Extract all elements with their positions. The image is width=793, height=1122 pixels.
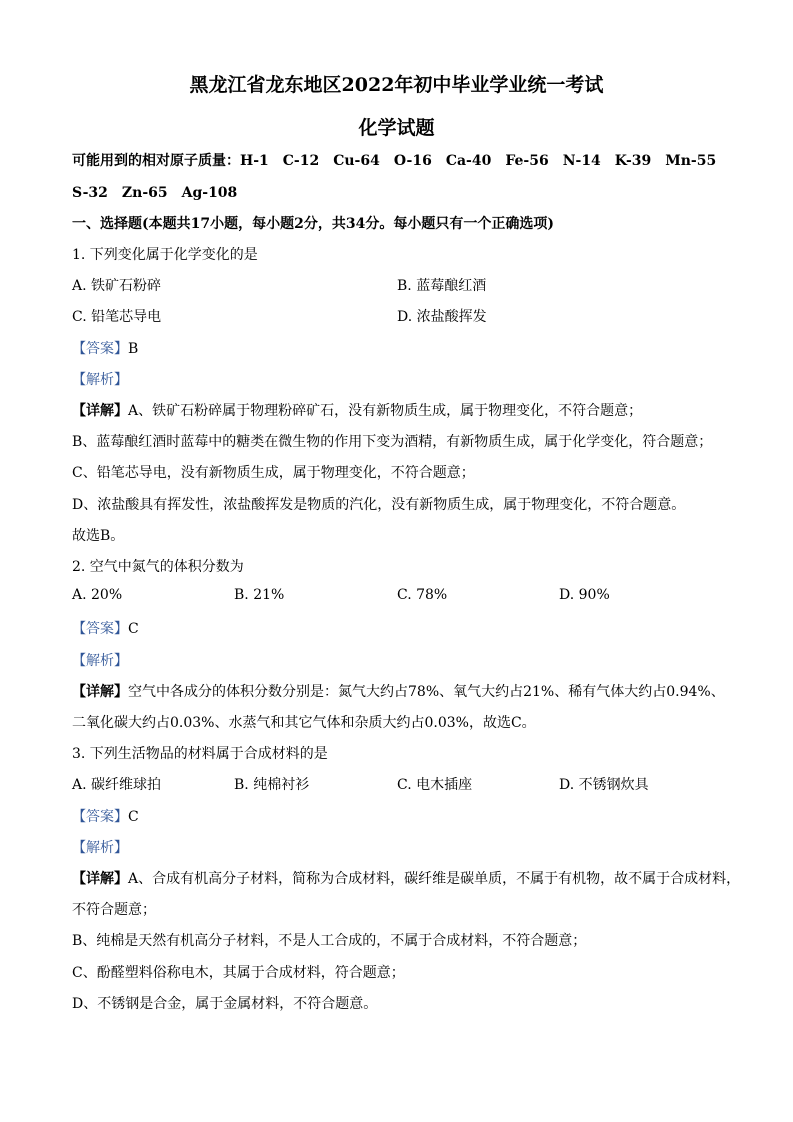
answer-tag: 【答案】 [72, 621, 128, 637]
question-1-option-d: D. 浓盐酸挥发 [397, 309, 487, 325]
detail-text: 空气中各成分的体积分数分别是：氮气大约占78%、氧气大约占21%、稀有气体大约占0.94%、 [128, 684, 725, 700]
answer-value: C [128, 621, 139, 637]
question-2-analysis-tag: 【解析】 [72, 653, 128, 669]
question-1-stem: 1. 下列变化属于化学变化的是 [72, 247, 258, 263]
question-3-stem: 3. 下列生活物品的材料属于合成材料的是 [72, 746, 328, 762]
question-3-detail-1 [72, 868, 740, 888]
answer-value: C [128, 809, 139, 825]
question-3-option-a: A. 碳纤维球拍 [72, 777, 162, 793]
answer-value: B [128, 341, 139, 357]
question-1-option-a: A. 铁矿石粉碎 [72, 278, 162, 294]
question-1-detail-2: B、蓝莓酿红酒时蓝莓中的糖类在微生物的作用下变为酒精，有新物质生成，属于化学变化，符合题意； [72, 434, 713, 450]
exam-title: 黑龙江省龙东地区2022年初中毕业学业统一考试 [189, 74, 604, 96]
question-1-detail-4: D、浓盐酸具有挥发性，浓盐酸挥发是物质的汽化，没有新物质生成，属于物理变化，不符合题意。 [72, 497, 686, 513]
question-1-option-c: C. 铅笔芯导电 [72, 309, 162, 325]
question-2-option-d: D. 90% [559, 587, 610, 603]
question-1-detail-3: C、铅笔芯导电，没有新物质生成，属于物理变化，不符合题意； [72, 465, 475, 481]
question-1-answer [72, 338, 138, 358]
question-2-option-c: C. 78% [397, 587, 448, 603]
question-3-answer [72, 806, 139, 826]
question-3-detail-4: D、不锈钢是合金，属于金属材料，不符合题意。 [72, 996, 378, 1012]
question-1-analysis-tag: 【解析】 [72, 372, 128, 388]
question-3-option-b: B. 纯棉衬衫 [234, 777, 310, 793]
question-2-detail-2: 二氧化碳大约占0.03%、水蒸气和其它气体和杂质大约占0.03%，故选C。 [72, 715, 536, 731]
question-3-detail-1-continued: 不符合题意； [72, 902, 156, 918]
answer-tag: 【答案】 [72, 809, 128, 825]
atomic-mass-line-2: S-32 Zn-65 Ag-108 [72, 185, 238, 201]
question-2-stem: 2. 空气中氮气的体积分数为 [72, 559, 244, 575]
detail-tag: 【详解】 [72, 684, 128, 700]
question-1-option-b: B. 蓝莓酿红酒 [397, 278, 487, 294]
section-heading: 一、选择题(本题共17小题，每小题2分，共34分。每小题只有一个正确选项) [72, 216, 554, 232]
question-3-detail-3: C、酚醛塑料俗称电木，其属于合成材料，符合题意； [72, 965, 405, 981]
detail-tag: 【详解】 [72, 871, 128, 887]
question-2-answer [72, 618, 139, 638]
answer-tag: 【答案】 [72, 341, 128, 357]
detail-tag: 【详解】 [72, 403, 128, 419]
question-2-option-a: A. 20% [72, 587, 123, 603]
question-3-option-d: D. 不锈钢炊具 [559, 777, 649, 793]
detail-text: A、铁矿石粉碎属于物理粉碎矿石，没有新物质生成，属于物理变化，不符合题意； [128, 403, 643, 419]
question-3-option-c: C. 电木插座 [397, 777, 473, 793]
question-2-detail-1 [72, 681, 725, 701]
atomic-mass-line-1: 可能用到的相对原子质量：H-1 C-12 Cu-64 O-16 Ca-40 Fe-56 N-14 K-39 Mn-55 [72, 153, 717, 169]
detail-text: A、合成有机高分子材料，简称为合成材料，碳纤维是碳单质，不属于有机物，故不属于合成材料， [128, 871, 741, 887]
question-2-option-b: B. 21% [234, 587, 285, 603]
exam-subtitle: 化学试题 [358, 117, 435, 139]
question-3-detail-2: B、纯棉是天然有机高分子材料，不是人工合成的，不属于合成材料，不符合题意； [72, 933, 587, 949]
question-1-conclusion: 故选B。 [72, 528, 125, 544]
question-1-detail-1 [72, 400, 642, 420]
question-3-analysis-tag: 【解析】 [72, 840, 128, 856]
